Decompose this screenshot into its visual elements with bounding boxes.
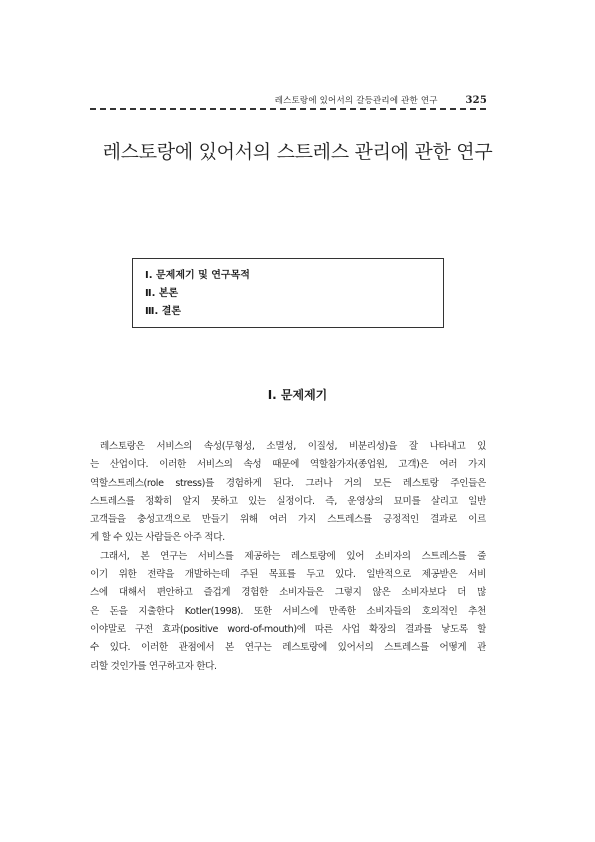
body-line: 역할스트레스(role stress)를 경험하게 된다. 그러나 거의 모든 레스토랑 주인들은 (90, 477, 486, 489)
body-line: 그래서, 본 연구는 서비스를 제공하는 레스토랑에 있어 소비자의 스트레스를 줄 (100, 550, 486, 562)
paragraph-1 (90, 438, 486, 548)
toc-item-2: Ⅱ. 본론 (145, 288, 179, 299)
body-line: 레스토랑은 서비스의 속성(무형성, 소멸성, 이질성, 비분리성)을 잘 나타내고 있 (100, 441, 486, 452)
header-rule (90, 108, 486, 110)
body-line: 는 산업이다. 이러한 서비스의 속성 때문에 역할참가자(종업원, 고객)은 여러 가지 (90, 459, 486, 471)
body-line: 리할 것인가를 연구하고자 한다. (90, 660, 217, 672)
body-line: 고객들을 충성고객으로 만들기 위해 여러 가지 스트레스를 긍정적인 결과로 이르 (90, 514, 486, 526)
body-text (90, 438, 486, 676)
body-line: 게 할 수 있는 사람들은 아주 적다. (90, 532, 225, 544)
running-title: 레스토랑에 있어서의 갈등관리에 관한 연구 (274, 96, 438, 106)
body-line: 은 돈을 지출한다 Kotler(1998). 또한 서비스에 만족한 소비자들의 호의적인 추천 (90, 605, 486, 617)
table-of-contents (132, 258, 444, 328)
body-line: 수 있다. 이러한 관점에서 본 연구는 레스토랑에 있어서의 스트레스를 어떻게 관 (90, 642, 486, 654)
section-heading: Ⅰ. 문제제기 (267, 388, 328, 402)
page-number: 325 (465, 95, 487, 106)
body-line: 스트레스를 정확히 알지 못하고 있는 실정이다. 즉, 운영상의 묘미를 살리고 일반 (90, 495, 486, 507)
body-line: 스에 대해서 편안하고 즐겁게 경험한 소비자들은 그렇지 않은 소비자보다 더 많 (90, 587, 486, 599)
running-header (275, 94, 487, 106)
toc-item-1: Ⅰ. 문제제기 및 연구목적 (145, 270, 250, 281)
paragraph-2 (90, 548, 486, 676)
paper-title: 레스토랑에 있어서의 스트레스 관리에 관한 연구 (102, 141, 493, 163)
body-line: 이기 위한 전략을 개발하는데 주된 목표를 두고 있다. 일반적으로 제공받은 서비 (90, 569, 486, 581)
toc-item-3: Ⅲ. 결론 (145, 306, 182, 317)
body-line: 이야말로 구전 효과(positive word-of-mouth)에 따른 사업 확장의 결과를 낳도록 할 (90, 623, 486, 635)
